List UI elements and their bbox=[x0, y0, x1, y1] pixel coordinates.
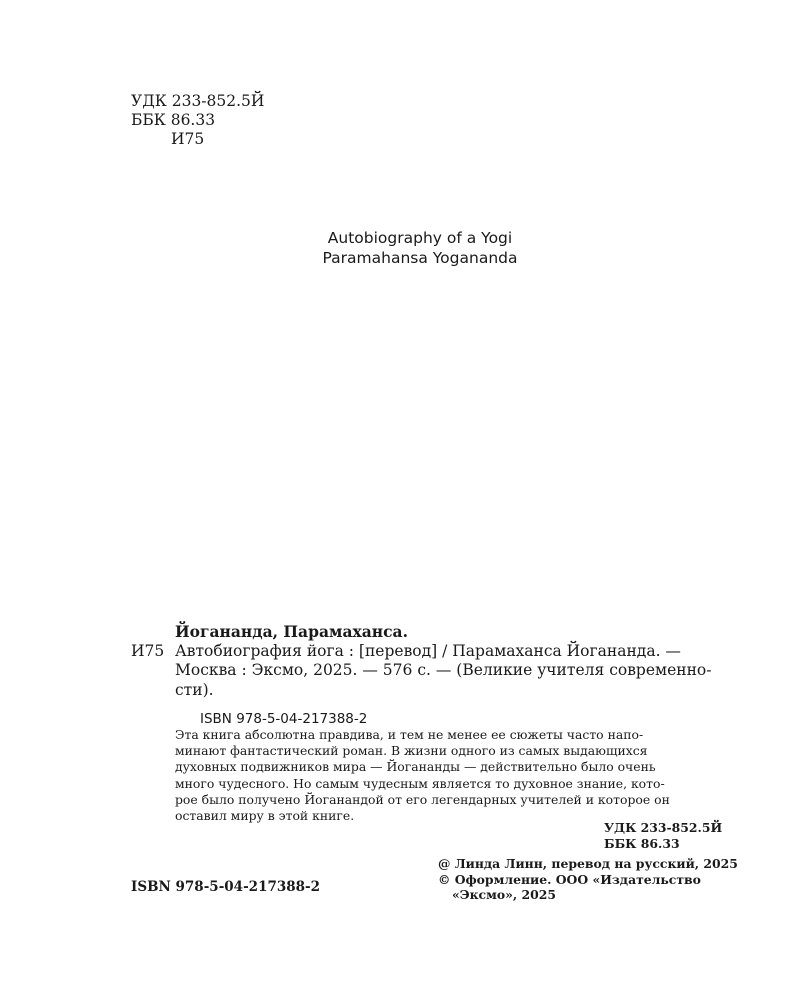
annotation-line: Эта книга абсолютна правдива, и тем не менее ее сюжеты часто напо- bbox=[175, 727, 644, 742]
bibliographic-record bbox=[131, 622, 716, 730]
original-title: Autobiography of a Yogi bbox=[327, 229, 513, 247]
entry-line: сти). bbox=[175, 680, 214, 699]
copyright-line: «Эксмо», 2025 bbox=[452, 887, 556, 902]
annotation-line: много чудесного. Но самым чудесным является то духовное знание, кото- bbox=[175, 775, 665, 791]
annotation-line: духовных подвижников мира — Йогананды — действительно было очень bbox=[175, 759, 656, 775]
original-author: Paramahansa Yogananda bbox=[322, 249, 518, 267]
author-heading: Йогананда, Парамаханса. bbox=[175, 622, 408, 641]
entry-author-mark: И75 bbox=[131, 641, 165, 660]
bbk-code-bottom: ББК 86.33 bbox=[604, 836, 680, 851]
copyright-line: @ Линда Линн, перевод на русский, 2025 bbox=[438, 856, 738, 871]
entry-line: Автобиография йога : [перевод] / Парамаханса Йогананда. — bbox=[175, 641, 681, 660]
udk-code-bottom: УДК 233-852.5Й bbox=[604, 820, 723, 835]
udk-code: УДК 233-852.5Й bbox=[131, 92, 265, 110]
bbk-code: ББК 86.33 bbox=[131, 111, 216, 129]
copyright-line: © Оформление. ООО «Издательство bbox=[438, 871, 701, 887]
bibliographic-entry-row bbox=[131, 642, 716, 701]
isbn-bottom: ISBN 978-5-04-217388-2 bbox=[131, 879, 321, 895]
annotation-line: рое было получено Йоганандой от его легендарных учителей и которое он bbox=[175, 791, 670, 807]
author-mark: И75 bbox=[171, 130, 205, 148]
entry-line: Москва : Эксмо, 2025. — 576 с. — (Великие учителя современно- bbox=[175, 661, 712, 679]
bibliographic-entry bbox=[131, 642, 716, 701]
entry-isbn: ISBN 978-5-04-217388-2 bbox=[200, 711, 368, 727]
copyright-notice bbox=[438, 856, 738, 903]
classification-codes-bottom bbox=[604, 820, 722, 852]
annotation-line: оставил миру в этой книге. bbox=[175, 808, 355, 824]
annotation bbox=[175, 727, 713, 824]
classification-codes-top bbox=[131, 92, 264, 149]
original-title-block bbox=[0, 228, 800, 268]
annotation-line: минают фантастический роман. В жизни одного из самых выдающихся bbox=[175, 743, 648, 759]
